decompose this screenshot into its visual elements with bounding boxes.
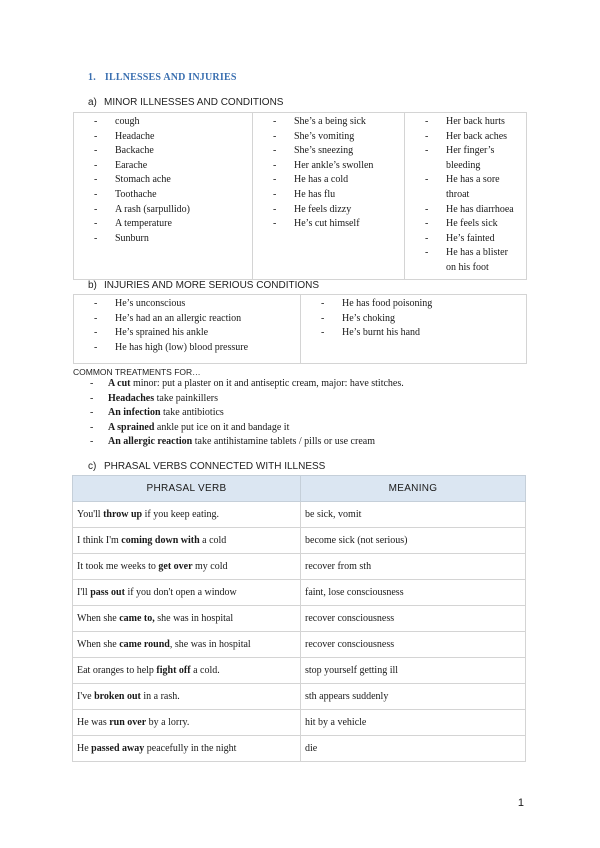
example-text: a cold. <box>190 665 220 676</box>
serious-conditions-table <box>73 294 527 364</box>
phrasal-verb-meaning: recover consciousness <box>301 606 526 632</box>
minor-illness-item: - She’s a being sick <box>273 115 396 130</box>
table-row <box>73 554 526 580</box>
example-text: When she <box>77 639 120 650</box>
minor-illness-item: - Her back hurts <box>425 115 518 130</box>
phrasal-verb-example <box>73 658 301 684</box>
page-number: 1 <box>517 797 524 809</box>
minor-illness-item: - Stomach ache <box>94 173 244 188</box>
phrasal-verb-meaning: become sick (not serious) <box>301 528 526 554</box>
phrasal-verb: came round <box>119 639 170 650</box>
treatment-text: take antihistamine tablets / pills or use cream <box>192 436 375 447</box>
treatment-text: ankle put ice on it and bandage it <box>154 421 290 433</box>
minor-illness-item: - He’s cut himself <box>273 217 396 232</box>
minor-illness-item: - She’s sneezing <box>273 144 396 159</box>
phrasal-verb-meaning: recover from sth <box>301 554 526 580</box>
phrasal-verb: passed away <box>91 743 145 754</box>
phrasal-verb-example <box>73 736 301 762</box>
treatment-text: take painkillers <box>154 392 218 404</box>
phrasal-verb: coming down with <box>121 535 200 546</box>
treatment-item <box>90 377 530 392</box>
treatment-condition: An allergic reaction <box>108 436 193 447</box>
phrasal-verb-meaning: recover consciousness <box>301 632 526 658</box>
minor-illness-item: - A temperature <box>94 217 244 232</box>
phrasal-verb-example <box>73 632 301 658</box>
minor-illness-item: - She’s vomiting <box>273 130 396 145</box>
phrasal-verb-meaning: stop yourself getting ill <box>301 658 526 684</box>
minor-illness-item: - cough <box>94 115 244 130</box>
example-text: He was <box>77 717 110 728</box>
phrasal-verb-meaning: be sick, vomit <box>301 502 526 528</box>
phrasal-verb-meaning: sth appears suddenly <box>301 684 526 710</box>
example-text: It took me weeks to <box>77 561 159 572</box>
example-text: in a rash. <box>140 691 180 702</box>
table-row <box>73 684 526 710</box>
treatment-condition: An infection <box>108 407 161 418</box>
minor-illness-item: - He feels sick <box>425 217 518 232</box>
phrasal-verb-example <box>73 580 301 606</box>
treatment-text: take antibiotics <box>160 407 224 418</box>
phrasal-verb: throw up <box>103 509 143 520</box>
minor-illness-item: - Her back aches <box>425 130 518 145</box>
phrasal-verb-example <box>73 684 301 710</box>
phrasal-verb-example <box>73 606 301 632</box>
minor-illness-item: - He’s fainted <box>425 232 518 247</box>
minor-illness-item: - He has a cold <box>273 173 396 188</box>
table-row <box>73 502 526 528</box>
section-a-heading: MINOR ILLNESSES AND CONDITIONS <box>104 97 284 108</box>
minor-illness-item: - He feels dizzy <box>273 203 396 218</box>
minor-col-1 <box>74 113 253 280</box>
serious-condition-item: - He’s burnt his hand <box>321 326 518 341</box>
treatment-item <box>90 392 530 407</box>
treatments-list <box>90 377 530 450</box>
treatment-item <box>90 435 530 450</box>
header-phrasal-verb: PHRASAL VERB <box>73 476 301 502</box>
heading-number: 1. <box>88 72 96 83</box>
minor-illness-item: - Earache <box>94 159 244 174</box>
treatment-condition: A cut <box>108 378 131 389</box>
phrasal-verbs-table <box>72 475 526 762</box>
treatment-item <box>90 406 530 421</box>
phrasal-verb-meaning: faint, lose consciousness <box>301 580 526 606</box>
example-text: if you keep eating. <box>142 509 220 520</box>
phrasal-verb: pass out <box>90 587 125 598</box>
example-text: Eat oranges to help <box>77 665 157 676</box>
minor-illnesses-table <box>73 112 527 280</box>
table-row <box>73 580 526 606</box>
minor-illness-item: - A rash (sarpullido) <box>94 203 244 218</box>
minor-col-3 <box>405 113 527 280</box>
table-row <box>73 528 526 554</box>
example-text: by a lorry. <box>146 717 190 728</box>
minor-col-2 <box>253 113 405 280</box>
example-text: peacefully in the night <box>144 743 237 754</box>
header-meaning: MEANING <box>301 476 526 502</box>
minor-illness-item: - He has diarrhoea <box>425 203 518 218</box>
minor-illness-item: - He has a sore throat <box>425 173 518 202</box>
phrasal-verb: get over <box>158 561 193 572</box>
section-c-label: c) <box>88 461 97 472</box>
phrasal-verb-meaning: hit by a vehicle <box>301 710 526 736</box>
heading-title: ILLNESSES AND INJURIES <box>104 72 237 83</box>
example-text: a cold <box>199 535 227 546</box>
phrasal-verb-example <box>73 502 301 528</box>
serious-condition-item: - He has high (low) blood pressure <box>94 341 292 356</box>
phrasal-verb: fight off <box>156 665 191 676</box>
serious-condition-item: - He has food poisoning <box>321 297 518 312</box>
section-b-title <box>88 280 319 291</box>
serious-col-1 <box>74 295 301 364</box>
example-text: I've <box>77 691 95 702</box>
minor-illness-item: - Toothache <box>94 188 244 203</box>
table-row <box>73 632 526 658</box>
phrasal-verb: broken out <box>94 691 141 702</box>
section-c-heading: PHRASAL VERBS CONNECTED WITH ILLNESS <box>104 461 326 472</box>
phrasal-verb-example <box>73 710 301 736</box>
phrasal-verb: came to, <box>119 613 155 624</box>
minor-illness-item: - Her ankle’s swollen <box>273 159 396 174</box>
treatment-item <box>90 421 530 436</box>
serious-condition-item: - He’s sprained his ankle <box>94 326 292 341</box>
example-text: I'll <box>77 587 91 598</box>
treatment-condition: A sprained <box>108 421 155 433</box>
section-b-heading: INJURIES AND MORE SERIOUS CONDITIONS <box>104 280 320 291</box>
table-row <box>73 736 526 762</box>
minor-illness-item: - Sunburn <box>94 232 244 247</box>
section-b-label: b) <box>88 280 97 291</box>
serious-condition-item: - He’s choking <box>321 312 518 327</box>
serious-condition-item: - He’s had an an allergic reaction <box>94 312 292 327</box>
example-text: my cold <box>192 561 228 572</box>
treatments-title: COMMON TREATMENTS FOR… <box>73 367 201 377</box>
table-row <box>73 658 526 684</box>
minor-illness-item: - Her finger’s bleeding <box>425 144 518 173</box>
treatment-text: minor: put a plaster on it and antiseptic cream, major: have stitches. <box>130 378 404 389</box>
table-row <box>73 606 526 632</box>
example-text: if you don't open a window <box>124 587 237 598</box>
example-text: I think I'm <box>77 535 122 546</box>
example-text: , she was in hospital <box>169 639 251 650</box>
example-text: He <box>77 743 92 754</box>
serious-condition-item: - He’s unconscious <box>94 297 292 312</box>
table-row <box>73 710 526 736</box>
serious-col-2 <box>301 295 527 364</box>
phrasal-verb-meaning: die <box>301 736 526 762</box>
minor-illness-item: - Backache <box>94 144 244 159</box>
minor-illness-item: - He has a blister on his foot <box>425 246 518 275</box>
section-heading <box>88 72 237 83</box>
minor-illness-item: - Headache <box>94 130 244 145</box>
phrasal-verb-example <box>73 554 301 580</box>
phrasal-verb: run over <box>109 717 147 728</box>
section-a-title <box>88 97 283 108</box>
section-c-title <box>88 461 325 472</box>
treatment-condition: Headaches <box>108 392 155 404</box>
minor-illness-item: - He has flu <box>273 188 396 203</box>
phrasal-verb-example <box>73 528 301 554</box>
section-a-label: a) <box>88 97 97 108</box>
example-text: she was in hospital <box>154 613 234 624</box>
example-text: When she <box>77 613 120 624</box>
example-text: You'll <box>77 509 104 520</box>
